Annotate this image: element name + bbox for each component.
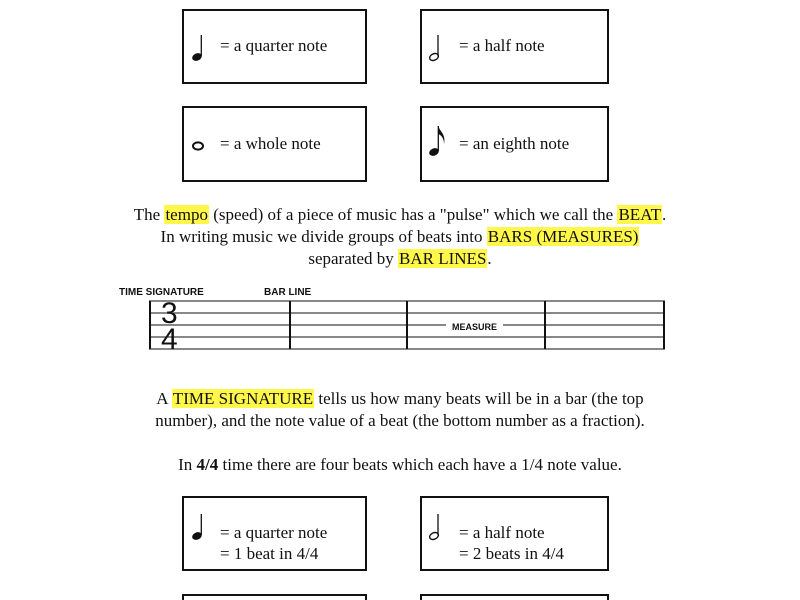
note-box-eighth	[420, 106, 609, 182]
measure-label: MEASURE	[446, 322, 503, 332]
note-box-quarter	[182, 9, 367, 84]
highlight-bars: BARS (MEASURES)	[487, 227, 639, 246]
half-note-icon	[428, 512, 442, 542]
note-box-beats: = 2 beats in 4/4	[459, 544, 564, 563]
whole-note-icon	[192, 140, 206, 152]
note-box-text: = a half note	[459, 36, 545, 55]
quarter-note-icon	[191, 33, 205, 63]
beat-box-half	[420, 496, 609, 571]
note-box-text: = a half note	[459, 523, 545, 542]
intro-line-3: separated by BAR LINES.	[308, 249, 492, 268]
eighth-note-icon	[428, 124, 448, 158]
highlight-time-signature: TIME SIGNATURE	[172, 389, 314, 408]
note-box-text: = a quarter note	[220, 523, 328, 542]
intro-line-2: In writing music we divide groups of beats into BARS (MEASURES)	[160, 227, 639, 246]
bar-line-label: BAR LINE	[264, 287, 312, 298]
note-box-whole	[182, 106, 367, 182]
time-signature-label: TIME SIGNATURE	[119, 287, 204, 298]
note-box-text: = a whole note	[220, 134, 321, 153]
time-signature-top: 3	[161, 297, 178, 330]
time-signature-line-1: A TIME SIGNATURE tells us how many beats will be in a bar (the top	[156, 389, 644, 408]
time-signature-line-2: number), and the note value of a beat (the bottom number as a fraction).	[155, 411, 645, 430]
note-box-text: = a quarter note	[220, 36, 328, 55]
note-box-partial-left	[182, 594, 367, 600]
highlight-beat: BEAT	[618, 205, 661, 224]
note-box-beats: = 1 beat in 4/4	[220, 544, 319, 563]
intro-line-1: The tempo (speed) of a piece of music has a "pulse" which we call the BEAT.	[133, 205, 667, 224]
note-box-partial-right	[420, 594, 609, 600]
beat-box-quarter	[182, 496, 367, 571]
four-four-line: In 4/4 time there are four beats which each have a 1/4 note value.	[178, 455, 622, 474]
time-signature-bottom: 4	[161, 323, 178, 356]
note-box-text: = an eighth note	[459, 134, 570, 153]
highlight-tempo: tempo	[165, 205, 208, 224]
highlight-bar-lines: BAR LINES	[399, 249, 487, 268]
half-note-icon	[428, 33, 442, 63]
quarter-note-icon	[191, 512, 205, 542]
music-staff	[145, 296, 675, 356]
note-box-half	[420, 9, 609, 84]
